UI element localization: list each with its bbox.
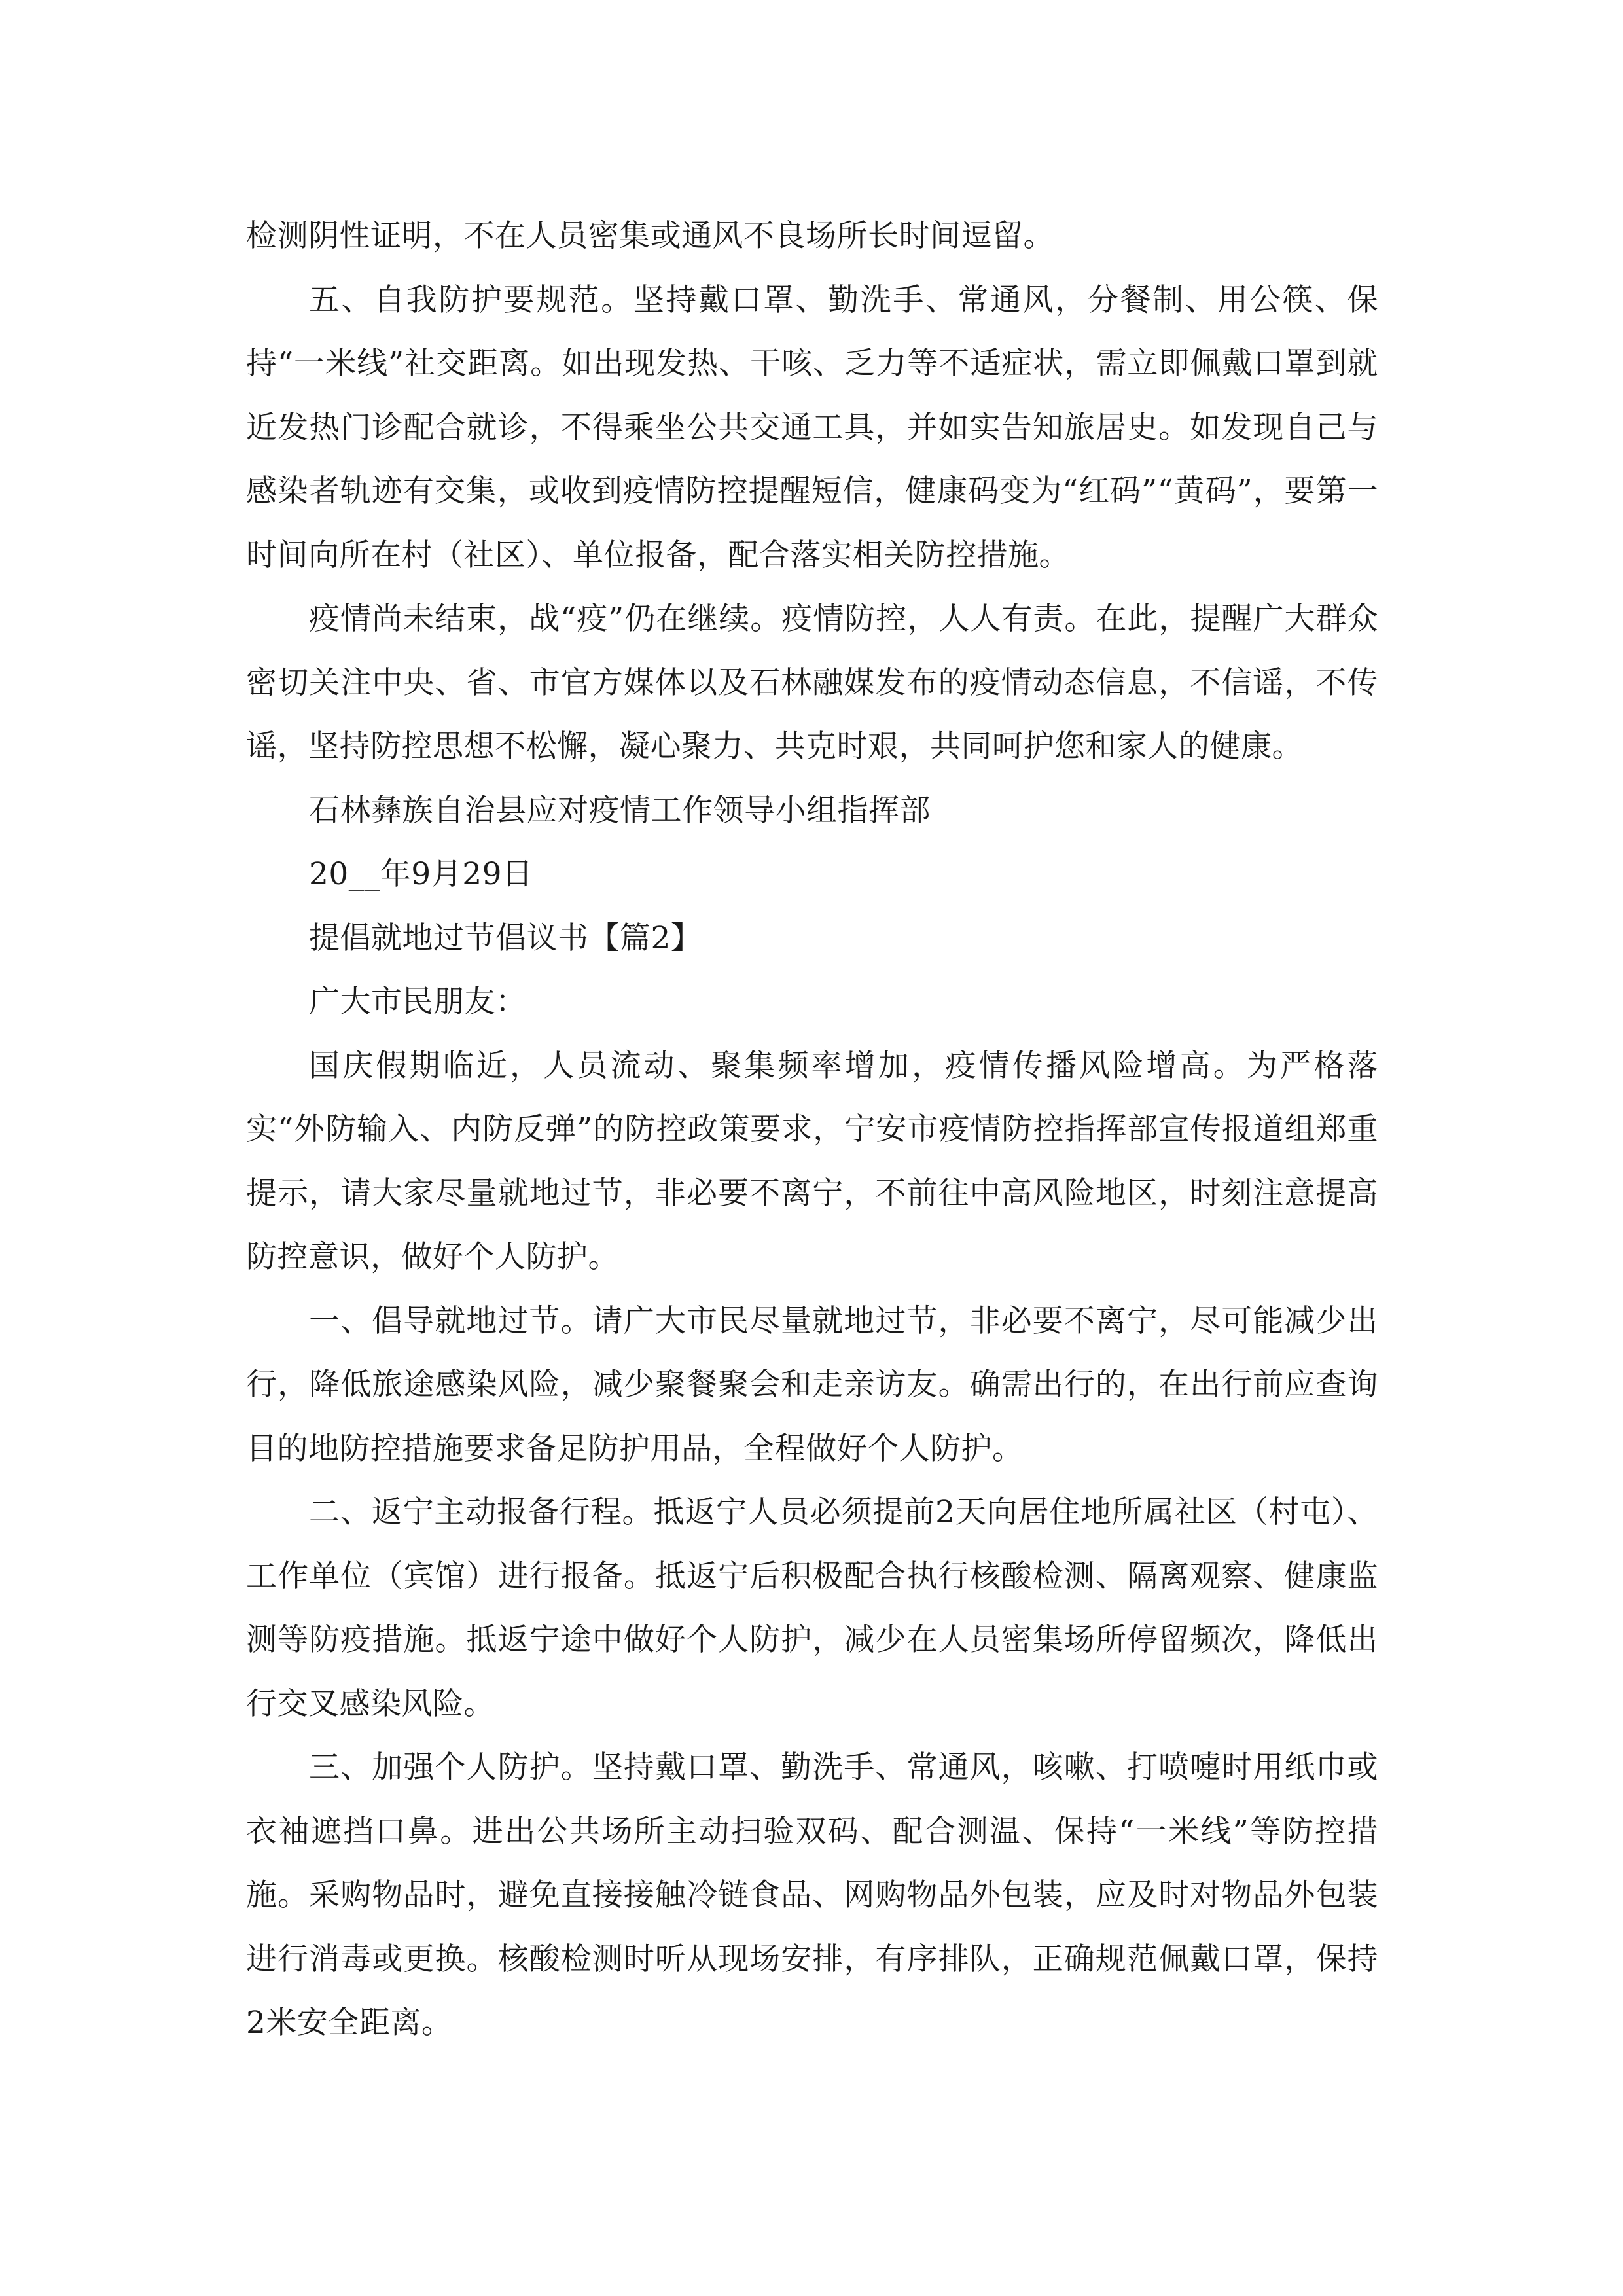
section-title: 提倡就地过节倡议书【篇2】: [309, 920, 702, 956]
paragraph-epidemic-reminder: 疫情尚未结束，战“疫”仍在继续。疫情防控，人人有责。在此，提醒广大群众密切关注中央、省、市官方媒体以及石林融媒发布的疫情动态信息，不信谣，不传谣，坚持防控思想不松懈，凝心聚力、共克时艰，共同呵护您和家人的健康。: [246, 601, 1378, 764]
paragraph-item-3: 三、加强个人防护。坚持戴口罩、勤洗手、常通风，咳嗽、打喷嚏时用纸巾或衣袖遮挡口鼻。进出公共场所主动扫验双码、配合测温、保持“一米线”等防控措施。采购物品时，避免直接接触冷链食品、网购物品外包装，应及时对物品外包装进行消毒或更换。核酸检测时听从现场安排，有序排队，正确规范佩戴口罩，保持2米安全距离。: [246, 1749, 1378, 2041]
signature-date: 20__年9月29日: [309, 856, 533, 892]
signature-organization: 石林彝族自治县应对疫情工作领导小组指挥部: [309, 792, 931, 829]
paragraph-item-2: 二、返宁主动报备行程。抵返宁人员必须提前2天向居住地所属社区（村屯）、工作单位（宾馆）进行报备。抵返宁后积极配合执行核酸检测、隔离观察、健康监测等防疫措施。抵返宁途中做好个人防护，减少在人员密集场所停留频次，降低出行交叉感染风险。: [246, 1494, 1378, 1722]
document-body: [246, 204, 1378, 2055]
paragraph-intro: 国庆假期临近，人员流动、聚集频率增加，疫情传播风险增高。为严格落实“外防输入、内防反弹”的防控政策要求，宁安市疫情防控指挥部宣传报道组郑重提示，请大家尽量就地过节，非必要不离宁，不前往中高风险地区，时刻注意提高防控意识，做好个人防护。: [246, 1047, 1378, 1275]
salutation: 广大市民朋友：: [309, 984, 527, 1020]
paragraph-item-1: 一、倡导就地过节。请广大市民尽量就地过节，非必要不离宁，尽可能减少出行，降低旅途感染风险，减少聚餐聚会和走亲访友。确需出行的，在出行前应查询目的地防控措施要求备足防护用品，全程做好个人防护。: [246, 1302, 1378, 1467]
paragraph-self-protection: 五、自我防护要规范。坚持戴口罩、勤洗手、常通风，分餐制、用公筷、保持“一米线”社交距离。如出现发热、干咳、乏力等不适症状，需立即佩戴口罩到就近发热门诊配合就诊，不得乘坐公共交通工具，并如实告知旅居史。如发现自己与感染者轨迹有交集，或收到疫情防控提醒短信，健康码变为“红码”“黄码”，要第一时间向所在村（社区）、单位报备，配合落实相关防控措施。: [246, 281, 1378, 573]
paragraph-continuation: 检测阴性证明，不在人员密集或通风不良场所长时间逗留。: [246, 218, 1054, 254]
